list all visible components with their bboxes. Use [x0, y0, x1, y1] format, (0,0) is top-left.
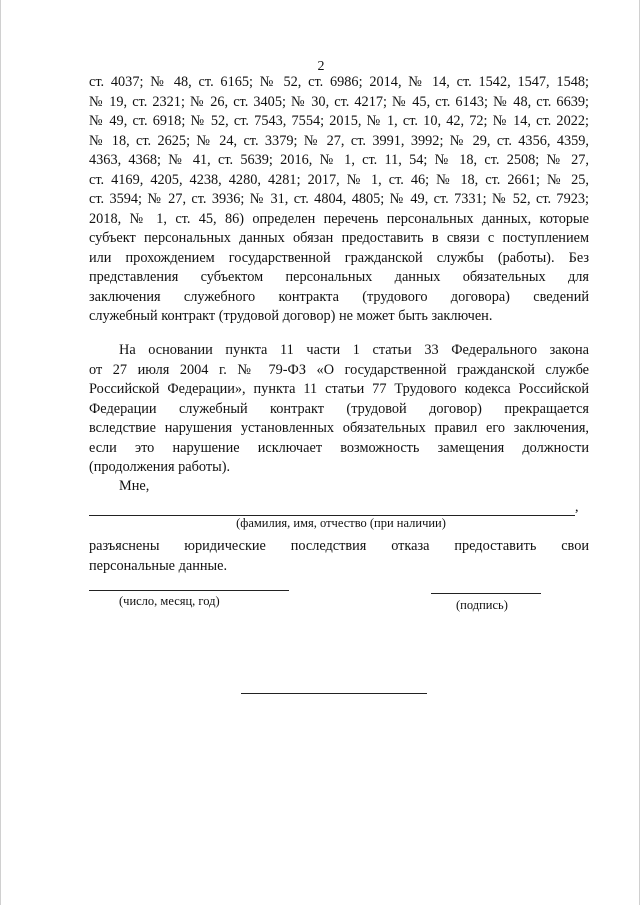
text-line: персональные данные.	[89, 557, 228, 574]
text-line: ст. 4037; № 48, ст. 6165; № 52, ст. 6986; 2014, № 14, ст. 1542, 1547, 1548;	[89, 74, 589, 90]
text-line: ст. 3594; № 27, ст. 3936; № 31, ст. 4804, 4805; № 49, ст. 7331; № 52, ст. 7923;	[89, 191, 589, 207]
text-line: заключения служебного контракта (трудового договора) сведений	[89, 288, 589, 305]
paragraph-legal-references	[89, 73, 589, 327]
signature-caption: (подпись)	[456, 598, 508, 612]
text-line: ст. 4169, 4205, 4238, 4280, 4281; 2017, № 1, ст. 46; № 18, ст. 2661; № 25,	[89, 171, 589, 188]
text-line: от 27 июля 2004 г. № 79-ФЗ «О государственной гражданской службе	[89, 361, 589, 378]
text-line: На основании пункта 11 части 1 статьи 33 Федерального закона	[119, 342, 589, 358]
recipient-label: Мне,	[119, 478, 150, 494]
text-line: № 18, ст. 2625; № 24, ст. 3379; № 27, ст. 3991, 3992; № 29, ст. 4356, 4359,	[89, 132, 589, 149]
text-line: № 49, ст. 6918; № 52, ст. 7543, 7554; 2015, № 1, ст. 10, 42, 72; № 14, ст. 2022;	[89, 113, 589, 129]
text-line: 2018, № 1, ст. 45, 86) определен перечень персональных данных, которые	[89, 210, 589, 227]
end-of-document-line	[241, 693, 427, 694]
text-line: представления субъектом персональных данных обязательных для	[89, 269, 589, 285]
name-line-comma: ,	[575, 500, 579, 515]
text-line: Российской Федерации», пункта 11 статьи 77 Трудового кодекса Российской	[89, 381, 589, 397]
text-line: № 19, ст. 2321; № 26, ст. 3405; № 30, ст. 4217; № 45, ст. 6143; № 48, ст. 6639;	[89, 93, 589, 110]
text-line: 4363, 4368; № 41, ст. 5639; 2016, № 1, ст. 11, 54; № 18, ст. 2508; № 27,	[89, 152, 589, 168]
text-line: субъект персональных данных обязан предоставить в связи с поступлением	[89, 230, 589, 246]
text-line: Федерации служебный контракт (трудовой договор) прекращается	[89, 400, 589, 417]
signature-line	[431, 593, 541, 594]
paragraph-consequences	[89, 537, 589, 576]
page-number: 2	[317, 59, 325, 74]
paragraph-legal-basis	[89, 341, 589, 478]
text-line: служебный контракт (трудовой договор) не может быть заключен.	[89, 308, 493, 324]
date-caption: (число, месяц, год)	[119, 594, 220, 608]
text-line: если это нарушение исключает возможность замещения должности	[89, 439, 589, 456]
text-line: вследствие нарушения установленных обязательных правил его заключения,	[89, 420, 589, 436]
date-line	[89, 590, 289, 591]
text-line: (продолжения работы).	[89, 459, 231, 475]
text-line: или прохождением государственной гражданской службы (работы). Без	[89, 249, 589, 266]
text-line: разъяснены юридические последствия отказа предоставить свои	[89, 538, 589, 554]
name-caption: (фамилия, имя, отчество (при наличии)	[236, 516, 446, 530]
